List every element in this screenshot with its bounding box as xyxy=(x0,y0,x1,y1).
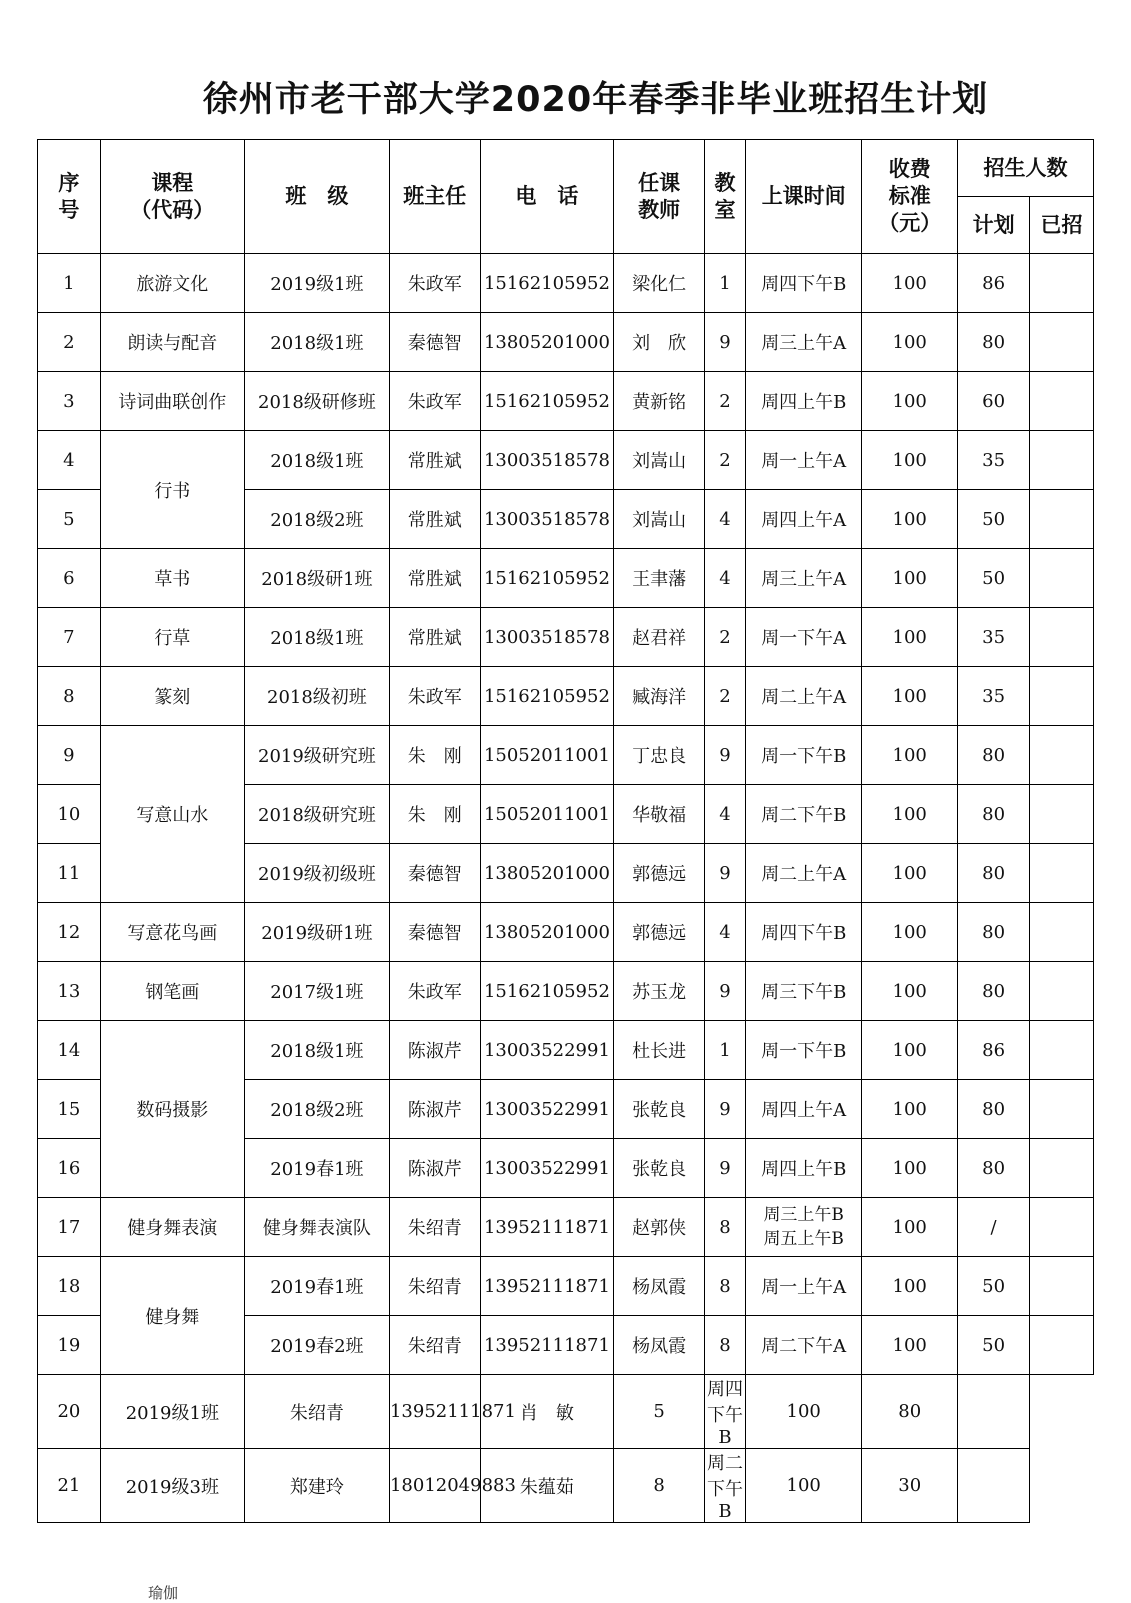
cell-course: 篆刻 xyxy=(100,667,244,726)
cell-seq: 9 xyxy=(38,726,101,785)
cell-fee: 100 xyxy=(746,1449,862,1523)
table-row xyxy=(38,726,1094,785)
cell-phone: 13003522991 xyxy=(480,1080,614,1139)
cell-time: 周二下午B xyxy=(746,785,862,844)
cell-time: 周四下午B xyxy=(746,254,862,313)
cell-fee: 100 xyxy=(862,254,958,313)
cell-class: 2018级1班 xyxy=(244,1021,389,1080)
cell-head: 秦德智 xyxy=(389,903,480,962)
cell-enrolled xyxy=(1030,726,1094,785)
cell-seq: 15 xyxy=(38,1080,101,1139)
cell-phone: 13805201000 xyxy=(480,313,614,372)
table-row xyxy=(38,313,1094,372)
cell-phone: 15052011001 xyxy=(480,726,614,785)
cell-room: 8 xyxy=(704,1316,745,1375)
cell-plan: 50 xyxy=(958,1257,1030,1316)
cell-teacher: 臧海洋 xyxy=(614,667,705,726)
cell-class: 2018级1班 xyxy=(244,608,389,667)
cell-class: 2018级1班 xyxy=(244,431,389,490)
cell-teacher: 杜长进 xyxy=(614,1021,705,1080)
cell-time: 周三上午A xyxy=(746,313,862,372)
cell-time: 周一下午B xyxy=(746,726,862,785)
header-fee: 收费 标准 （元） xyxy=(862,140,958,254)
header-enroll: 招生人数 xyxy=(958,140,1094,197)
cell-room: 1 xyxy=(704,254,745,313)
cell-head: 常胜斌 xyxy=(389,549,480,608)
cell-time: 周二上午A xyxy=(746,844,862,903)
cell-teacher: 丁忠良 xyxy=(614,726,705,785)
cell-class: 2017级1班 xyxy=(244,962,389,1021)
cell-head: 常胜斌 xyxy=(389,431,480,490)
cell-time: 周二上午A xyxy=(746,667,862,726)
cell-enrolled xyxy=(1030,903,1094,962)
cell-teacher: 赵郭侠 xyxy=(614,1198,705,1257)
header-time: 上课时间 xyxy=(746,140,862,254)
cell-course: 健身舞 xyxy=(100,1257,244,1375)
cell-phone: 13952111871 xyxy=(480,1257,614,1316)
cell-fee: 100 xyxy=(862,549,958,608)
cell-head: 朱绍青 xyxy=(389,1316,480,1375)
cell-course: 写意山水 xyxy=(100,726,244,903)
cell-plan: 80 xyxy=(958,313,1030,372)
header-room: 教 室 xyxy=(704,140,745,254)
cell-course: 写意花鸟画 xyxy=(100,903,244,962)
cell-enrolled xyxy=(958,1375,1030,1449)
cell-phone: 13952111871 xyxy=(480,1316,614,1375)
cell-head: 陈淑芹 xyxy=(389,1021,480,1080)
cell-plan: 35 xyxy=(958,608,1030,667)
cell-course: 朗读与配音 xyxy=(100,313,244,372)
cell-class: 2019级3班 xyxy=(100,1449,244,1523)
cell-class: 健身舞表演队 xyxy=(244,1198,389,1257)
cell-seq: 1 xyxy=(38,254,101,313)
cell-time: 周三上午B 周五上午B xyxy=(746,1198,862,1257)
cell-class: 2019春1班 xyxy=(244,1257,389,1316)
cell-plan: 80 xyxy=(958,903,1030,962)
cell-head: 秦德智 xyxy=(389,844,480,903)
header-course: 课程 （代码） xyxy=(100,140,244,254)
cell-phone: 13003518578 xyxy=(480,431,614,490)
cell-room: 9 xyxy=(704,844,745,903)
cell-plan: 80 xyxy=(958,785,1030,844)
table-row xyxy=(38,431,1094,490)
cell-fee: 100 xyxy=(862,1139,958,1198)
cell-room: 9 xyxy=(704,1080,745,1139)
cell-fee: 100 xyxy=(862,372,958,431)
cell-head: 朱政军 xyxy=(389,667,480,726)
cell-room: 9 xyxy=(704,1139,745,1198)
cell-fee: 100 xyxy=(862,490,958,549)
cell-seq: 8 xyxy=(38,667,101,726)
cell-enrolled xyxy=(1030,1198,1094,1257)
cell-fee: 100 xyxy=(862,1021,958,1080)
cell-fee: 100 xyxy=(862,1198,958,1257)
cell-course: 诗词曲联创作 xyxy=(100,372,244,431)
cell-class: 2019级1班 xyxy=(244,254,389,313)
cell-seq: 12 xyxy=(38,903,101,962)
cell-time: 周二下午A xyxy=(746,1316,862,1375)
cell-class: 2018级研究班 xyxy=(244,785,389,844)
cell-enrolled xyxy=(1030,608,1094,667)
cell-course: 健身舞表演 xyxy=(100,1198,244,1257)
cell-teacher: 刘嵩山 xyxy=(614,490,705,549)
cell-head: 朱政军 xyxy=(389,372,480,431)
cell-head: 朱绍青 xyxy=(389,1198,480,1257)
cell-enrolled xyxy=(1030,490,1094,549)
cell-fee: 100 xyxy=(862,608,958,667)
cell-head: 陈淑芹 xyxy=(389,1139,480,1198)
cell-room: 2 xyxy=(704,608,745,667)
cell-phone: 13805201000 xyxy=(480,844,614,903)
cell-course: 钢笔画 xyxy=(100,962,244,1021)
header-teacher: 任课 教师 xyxy=(614,140,705,254)
cell-teacher: 张乾良 xyxy=(614,1139,705,1198)
cell-room: 4 xyxy=(704,903,745,962)
cell-seq: 13 xyxy=(38,962,101,1021)
cell-teacher: 梁化仁 xyxy=(614,254,705,313)
cell-fee: 100 xyxy=(862,1257,958,1316)
cell-time: 周四下午B xyxy=(704,1375,745,1449)
cell-time: 周四上午B xyxy=(746,1139,862,1198)
cell-room: 8 xyxy=(614,1449,705,1523)
header-plan: 计划 xyxy=(958,197,1030,254)
table-row xyxy=(38,1021,1094,1080)
cell-teacher: 朱蕴茹 xyxy=(480,1449,614,1523)
cell-time: 周一上午A xyxy=(746,431,862,490)
cell-plan: 86 xyxy=(958,254,1030,313)
cell-room: 1 xyxy=(704,1021,745,1080)
cell-course: 行草 xyxy=(100,608,244,667)
cell-plan: 86 xyxy=(958,1021,1030,1080)
cell-head: 秦德智 xyxy=(389,313,480,372)
cell-enrolled xyxy=(1030,1257,1094,1316)
cell-class: 2018级研修班 xyxy=(244,372,389,431)
cell-seq: 18 xyxy=(38,1257,101,1316)
cell-phone: 15162105952 xyxy=(480,667,614,726)
cell-enrolled xyxy=(1030,372,1094,431)
cell-time: 周四上午B xyxy=(746,372,862,431)
table-row xyxy=(38,1375,1094,1449)
cell-head: 朱绍青 xyxy=(244,1375,389,1449)
cell-teacher: 张乾良 xyxy=(614,1080,705,1139)
cell-phone: 15052011001 xyxy=(480,785,614,844)
table-row xyxy=(38,667,1094,726)
cell-room: 9 xyxy=(704,313,745,372)
cell-plan: 80 xyxy=(958,1139,1030,1198)
table-row xyxy=(38,372,1094,431)
table-row xyxy=(38,1198,1094,1257)
cell-teacher: 郭德远 xyxy=(614,903,705,962)
cell-class: 2019春1班 xyxy=(244,1139,389,1198)
cell-fee: 100 xyxy=(862,726,958,785)
cell-enrolled xyxy=(1030,1080,1094,1139)
cell-room: 5 xyxy=(614,1375,705,1449)
cell-room: 4 xyxy=(704,490,745,549)
cell-room: 2 xyxy=(704,431,745,490)
cell-enrolled xyxy=(1030,549,1094,608)
cell-enrolled xyxy=(1030,1021,1094,1080)
cell-course: 数码摄影 xyxy=(100,1021,244,1198)
cell-seq: 2 xyxy=(38,313,101,372)
cell-head: 朱政军 xyxy=(389,254,480,313)
cell-room: 2 xyxy=(704,667,745,726)
cell-phone: 13003518578 xyxy=(480,608,614,667)
cell-seq: 6 xyxy=(38,549,101,608)
cell-enrolled xyxy=(1030,254,1094,313)
cell-teacher: 杨凤霞 xyxy=(614,1257,705,1316)
table-row xyxy=(38,254,1094,313)
table-row xyxy=(38,903,1094,962)
cell-phone: 13003522991 xyxy=(480,1021,614,1080)
cell-room: 2 xyxy=(704,372,745,431)
cell-fee: 100 xyxy=(862,667,958,726)
cell-phone: 15162105952 xyxy=(480,254,614,313)
cell-phone: 15162105952 xyxy=(480,962,614,1021)
cell-class: 2018级1班 xyxy=(244,313,389,372)
cell-head: 常胜斌 xyxy=(389,608,480,667)
cell-class: 2019级初级班 xyxy=(244,844,389,903)
cell-seq: 17 xyxy=(38,1198,101,1257)
cell-room: 8 xyxy=(704,1257,745,1316)
cell-phone: 13805201000 xyxy=(480,903,614,962)
cell-enrolled xyxy=(1030,962,1094,1021)
cell-enrolled xyxy=(1030,431,1094,490)
cell-time: 周三上午A xyxy=(746,549,862,608)
page-title: 徐州市老干部大学2020年春季非毕业班招生计划 xyxy=(202,80,989,120)
cell-phone: 18012049883 xyxy=(389,1449,480,1523)
cell-course: 旅游文化 xyxy=(100,254,244,313)
cell-phone: 13952111871 xyxy=(480,1198,614,1257)
cell-enrolled xyxy=(1030,1139,1094,1198)
cell-seq: 11 xyxy=(38,844,101,903)
cell-plan: 50 xyxy=(958,490,1030,549)
cell-room: 4 xyxy=(704,785,745,844)
cell-head: 常胜斌 xyxy=(389,490,480,549)
cell-time: 周一上午A xyxy=(746,1257,862,1316)
cell-fee: 100 xyxy=(746,1375,862,1449)
cell-plan: 80 xyxy=(958,962,1030,1021)
cell-seq: 16 xyxy=(38,1139,101,1198)
cell-enrolled xyxy=(1030,844,1094,903)
cell-plan: 80 xyxy=(958,726,1030,785)
cell-seq: 5 xyxy=(38,490,101,549)
cell-teacher: 华敬福 xyxy=(614,785,705,844)
cell-enrolled xyxy=(1030,785,1094,844)
cell-time: 周四上午A xyxy=(746,1080,862,1139)
cell-fee: 100 xyxy=(862,962,958,1021)
cell-enrolled xyxy=(1030,1316,1094,1375)
cell-head: 朱绍青 xyxy=(389,1257,480,1316)
header-phone: 电 话 xyxy=(480,140,614,254)
cell-class: 2018级2班 xyxy=(244,1080,389,1139)
cell-class: 2018级研1班 xyxy=(244,549,389,608)
header-head-teacher: 班主任 xyxy=(389,140,480,254)
cell-class: 2019级研究班 xyxy=(244,726,389,785)
cell-course: 草书 xyxy=(100,549,244,608)
cell-seq: 19 xyxy=(38,1316,101,1375)
cell-seq: 4 xyxy=(38,431,101,490)
cell-seq: 10 xyxy=(38,785,101,844)
cell-time: 周四下午B xyxy=(746,903,862,962)
cell-phone: 13952111871 xyxy=(389,1375,480,1449)
cell-plan: 35 xyxy=(958,431,1030,490)
cell-teacher: 黄新铭 xyxy=(614,372,705,431)
cell-course: 行书 xyxy=(100,431,244,549)
cell-room: 8 xyxy=(704,1198,745,1257)
table-row xyxy=(38,962,1094,1021)
cell-fee: 100 xyxy=(862,903,958,962)
header-enrolled: 已招 xyxy=(1030,197,1094,254)
cell-room: 4 xyxy=(704,549,745,608)
cell-seq: 3 xyxy=(38,372,101,431)
cell-teacher: 刘嵩山 xyxy=(614,431,705,490)
cell-enrolled xyxy=(958,1449,1030,1523)
cell-phone: 15162105952 xyxy=(480,372,614,431)
cell-plan: 50 xyxy=(958,1316,1030,1375)
table-row xyxy=(38,549,1094,608)
cell-head: 朱 刚 xyxy=(389,726,480,785)
cell-phone: 15162105952 xyxy=(480,549,614,608)
enrollment-table xyxy=(37,139,1094,1523)
cell-fee: 100 xyxy=(862,431,958,490)
cell-phone: 13003518578 xyxy=(480,490,614,549)
cell-plan: 50 xyxy=(958,549,1030,608)
cell-seq: 21 xyxy=(38,1449,101,1523)
cell-time: 周一下午A xyxy=(746,608,862,667)
cell-class: 2019级研1班 xyxy=(244,903,389,962)
cell-fee: 100 xyxy=(862,313,958,372)
table-row xyxy=(38,1257,1094,1316)
cell-fee: 100 xyxy=(862,1080,958,1139)
cell-enrolled xyxy=(1030,667,1094,726)
cell-head: 陈淑芹 xyxy=(389,1080,480,1139)
cell-time: 周二下午B xyxy=(704,1449,745,1523)
cell-class: 2018级初班 xyxy=(244,667,389,726)
cell-time: 周三下午B xyxy=(746,962,862,1021)
cell-teacher: 苏玉龙 xyxy=(614,962,705,1021)
header-seq: 序 号 xyxy=(38,140,101,254)
cell-teacher: 杨凤霞 xyxy=(614,1316,705,1375)
cell-seq: 20 xyxy=(38,1375,101,1449)
cell-class: 2019级1班 xyxy=(100,1375,244,1449)
cell-teacher: 赵君祥 xyxy=(614,608,705,667)
cell-teacher: 王聿藩 xyxy=(614,549,705,608)
table-row xyxy=(38,1449,1094,1523)
cell-head: 朱 刚 xyxy=(389,785,480,844)
cell-teacher: 肖 敏 xyxy=(480,1375,614,1449)
cell-plan: 80 xyxy=(958,844,1030,903)
cell-room: 9 xyxy=(704,726,745,785)
cell-plan: 80 xyxy=(862,1375,958,1449)
cell-plan: 30 xyxy=(862,1449,958,1523)
cell-seq: 7 xyxy=(38,608,101,667)
table-row xyxy=(38,608,1094,667)
cell-seq: 14 xyxy=(38,1021,101,1080)
cell-phone: 13003522991 xyxy=(480,1139,614,1198)
cell-time: 周一下午B xyxy=(746,1021,862,1080)
cell-teacher: 郭德远 xyxy=(614,844,705,903)
cell-plan: 80 xyxy=(958,1080,1030,1139)
cell-teacher: 刘 欣 xyxy=(614,313,705,372)
cell-class: 2018级2班 xyxy=(244,490,389,549)
partial-course-label: 瑜伽 xyxy=(148,1584,179,1602)
header-class: 班 级 xyxy=(244,140,389,254)
cell-class: 2019春2班 xyxy=(244,1316,389,1375)
cell-room: 9 xyxy=(704,962,745,1021)
cell-fee: 100 xyxy=(862,1316,958,1375)
cell-enrolled xyxy=(1030,313,1094,372)
cell-plan: 60 xyxy=(958,372,1030,431)
cell-head: 朱政军 xyxy=(389,962,480,1021)
cell-head: 郑建玲 xyxy=(244,1449,389,1523)
cell-plan: 35 xyxy=(958,667,1030,726)
cell-time: 周四上午A xyxy=(746,490,862,549)
cell-fee: 100 xyxy=(862,844,958,903)
cell-fee: 100 xyxy=(862,785,958,844)
cell-plan: / xyxy=(958,1198,1030,1257)
